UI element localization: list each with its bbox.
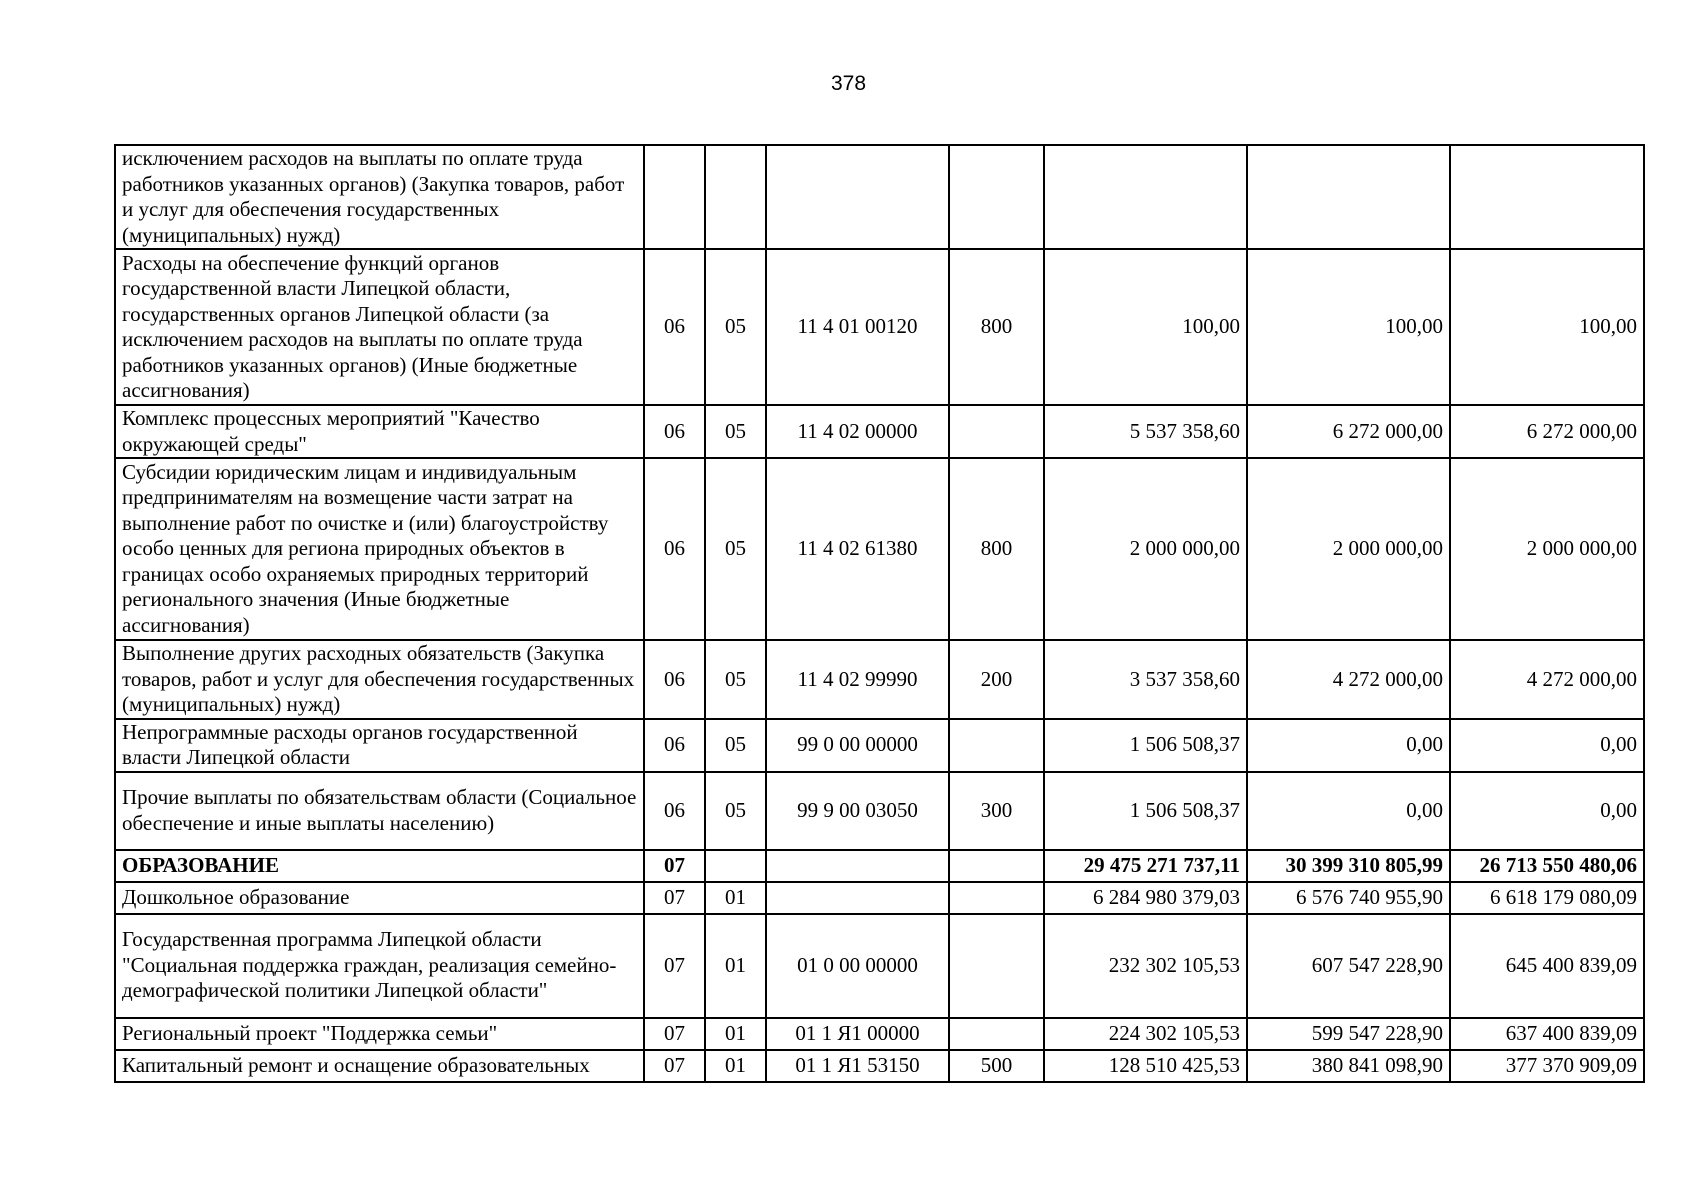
amount-year1-cell: 232 302 105,53 <box>1044 914 1247 1018</box>
amount-year1-cell: 5 537 358,60 <box>1044 405 1247 458</box>
subsection-code-cell: 05 <box>705 405 766 458</box>
table-row <box>115 1050 1644 1082</box>
row-name-cell: Дошкольное образование <box>115 882 644 914</box>
amount-year3-cell: 2 000 000,00 <box>1450 458 1644 640</box>
table-row <box>115 914 1644 1018</box>
section-code-cell: 06 <box>644 772 705 850</box>
amount-year2-cell: 6 272 000,00 <box>1247 405 1450 458</box>
section-code-cell: 06 <box>644 640 705 719</box>
table-row <box>115 458 1644 640</box>
expense-type-cell <box>949 719 1044 772</box>
amount-year2-cell: 599 547 228,90 <box>1247 1018 1450 1050</box>
row-name-cell: Выполнение других расходных обязательств (Закупка товаров, работ и услуг для обеспечения государственных (муниципальных) нужд) <box>115 640 644 719</box>
section-code-cell <box>644 145 705 249</box>
subsection-code-cell: 05 <box>705 719 766 772</box>
amount-year1-cell: 128 510 425,53 <box>1044 1050 1247 1082</box>
target-article-cell: 11 4 02 61380 <box>766 458 949 640</box>
page-number: 378 <box>830 72 867 95</box>
row-name-cell: Прочие выплаты по обязательствам области (Социальное обеспечение и иные выплаты населению) <box>115 772 644 850</box>
table-row <box>115 145 1644 249</box>
expense-type-cell <box>949 882 1044 914</box>
row-name-cell: Субсидии юридическим лицам и индивидуальным предпринимателям на возмещение части затрат на выполнение работ по очистке и (или) благоустройству особо ценных для региона природных объектов в границах особо охраняемых природных территорий регионального значения (Иные бюджетные ассигнования) <box>115 458 644 640</box>
amount-year1-cell: 6 284 980 379,03 <box>1044 882 1247 914</box>
subsection-code-cell: 01 <box>705 1050 766 1082</box>
amount-year1-cell: 100,00 <box>1044 249 1247 405</box>
target-article-cell: 11 4 02 00000 <box>766 405 949 458</box>
table-row <box>115 882 1644 914</box>
row-name-cell: Расходы на обеспечение функций органов государственной власти Липецкой области, государственных органов Липецкой области (за исключением расходов на выплаты по оплате труда работников указанных органов) (Иные бюджетные ассигнования) <box>115 249 644 405</box>
subsection-code-cell: 05 <box>705 249 766 405</box>
expense-type-cell: 800 <box>949 249 1044 405</box>
subsection-code-cell: 01 <box>705 1018 766 1050</box>
expense-type-cell <box>949 850 1044 882</box>
table-row <box>115 1018 1644 1050</box>
target-article-cell <box>766 882 949 914</box>
amount-year2-cell: 607 547 228,90 <box>1247 914 1450 1018</box>
amount-year3-cell: 6 272 000,00 <box>1450 405 1644 458</box>
amount-year3-cell: 0,00 <box>1450 719 1644 772</box>
subsection-code-cell <box>705 850 766 882</box>
amount-year3-cell <box>1450 145 1644 249</box>
amount-year2-cell: 100,00 <box>1247 249 1450 405</box>
table-row <box>115 850 1644 882</box>
subsection-code-cell: 05 <box>705 458 766 640</box>
amount-year1-cell: 2 000 000,00 <box>1044 458 1247 640</box>
amount-year3-cell: 637 400 839,09 <box>1450 1018 1644 1050</box>
amount-year1-cell: 224 302 105,53 <box>1044 1018 1247 1050</box>
amount-year1-cell: 3 537 358,60 <box>1044 640 1247 719</box>
expense-type-cell: 200 <box>949 640 1044 719</box>
amount-year3-cell: 26 713 550 480,06 <box>1450 850 1644 882</box>
target-article-cell <box>766 145 949 249</box>
subsection-code-cell: 05 <box>705 640 766 719</box>
row-name-cell: Капитальный ремонт и оснащение образовательных <box>115 1050 644 1082</box>
row-name-cell: исключением расходов на выплаты по оплате труда работников указанных органов) (Закупка товаров, работ и услуг для обеспечения государственных (муниципальных) нужд) <box>115 145 644 249</box>
amount-year2-cell: 0,00 <box>1247 719 1450 772</box>
amount-year2-cell: 4 272 000,00 <box>1247 640 1450 719</box>
section-code-cell: 07 <box>644 1018 705 1050</box>
amount-year1-cell: 1 506 508,37 <box>1044 719 1247 772</box>
section-code-cell: 06 <box>644 719 705 772</box>
target-article-cell <box>766 850 949 882</box>
amount-year2-cell: 30 399 310 805,99 <box>1247 850 1450 882</box>
row-name-cell: Непрограммные расходы органов государственной власти Липецкой области <box>115 719 644 772</box>
expense-type-cell: 500 <box>949 1050 1044 1082</box>
amount-year2-cell: 380 841 098,90 <box>1247 1050 1450 1082</box>
row-name-cell: Региональный проект "Поддержка семьи" <box>115 1018 644 1050</box>
expense-type-cell: 300 <box>949 772 1044 850</box>
amount-year3-cell: 6 618 179 080,09 <box>1450 882 1644 914</box>
table-row <box>115 640 1644 719</box>
amount-year1-cell: 1 506 508,37 <box>1044 772 1247 850</box>
amount-year1-cell: 29 475 271 737,11 <box>1044 850 1247 882</box>
section-code-cell: 06 <box>644 249 705 405</box>
section-code-cell: 06 <box>644 405 705 458</box>
subsection-code-cell <box>705 145 766 249</box>
amount-year3-cell: 377 370 909,09 <box>1450 1050 1644 1082</box>
subsection-code-cell: 01 <box>705 914 766 1018</box>
amount-year2-cell <box>1247 145 1450 249</box>
amount-year3-cell: 0,00 <box>1450 772 1644 850</box>
section-code-cell: 07 <box>644 850 705 882</box>
amount-year2-cell: 0,00 <box>1247 772 1450 850</box>
amount-year3-cell: 4 272 000,00 <box>1450 640 1644 719</box>
amount-year2-cell: 2 000 000,00 <box>1247 458 1450 640</box>
target-article-cell: 01 1 Я1 53150 <box>766 1050 949 1082</box>
section-code-cell: 07 <box>644 914 705 1018</box>
target-article-cell: 01 0 00 00000 <box>766 914 949 1018</box>
amount-year3-cell: 100,00 <box>1450 249 1644 405</box>
table-body <box>115 145 1644 1082</box>
row-name-cell: Комплекс процессных мероприятий "Качество окружающей среды" <box>115 405 644 458</box>
target-article-cell: 99 9 00 03050 <box>766 772 949 850</box>
target-article-cell: 11 4 02 99990 <box>766 640 949 719</box>
amount-year2-cell: 6 576 740 955,90 <box>1247 882 1450 914</box>
amount-year3-cell: 645 400 839,09 <box>1450 914 1644 1018</box>
row-name-cell: ОБРАЗОВАНИЕ <box>115 850 644 882</box>
table-row <box>115 772 1644 850</box>
table-row <box>115 249 1644 405</box>
table-row <box>115 719 1644 772</box>
expense-type-cell <box>949 405 1044 458</box>
expense-type-cell: 800 <box>949 458 1044 640</box>
section-code-cell: 06 <box>644 458 705 640</box>
expense-type-cell <box>949 914 1044 1018</box>
subsection-code-cell: 01 <box>705 882 766 914</box>
target-article-cell: 11 4 01 00120 <box>766 249 949 405</box>
section-code-cell: 07 <box>644 882 705 914</box>
amount-year1-cell <box>1044 145 1247 249</box>
table-row <box>115 405 1644 458</box>
expense-type-cell <box>949 145 1044 249</box>
expense-type-cell <box>949 1018 1044 1050</box>
section-code-cell: 07 <box>644 1050 705 1082</box>
row-name-cell: Государственная программа Липецкой области "Социальная поддержка граждан, реализация семейно-демографической политики Липецкой области" <box>115 914 644 1018</box>
target-article-cell: 99 0 00 00000 <box>766 719 949 772</box>
subsection-code-cell: 05 <box>705 772 766 850</box>
budget-table <box>114 144 1645 1083</box>
target-article-cell: 01 1 Я1 00000 <box>766 1018 949 1050</box>
